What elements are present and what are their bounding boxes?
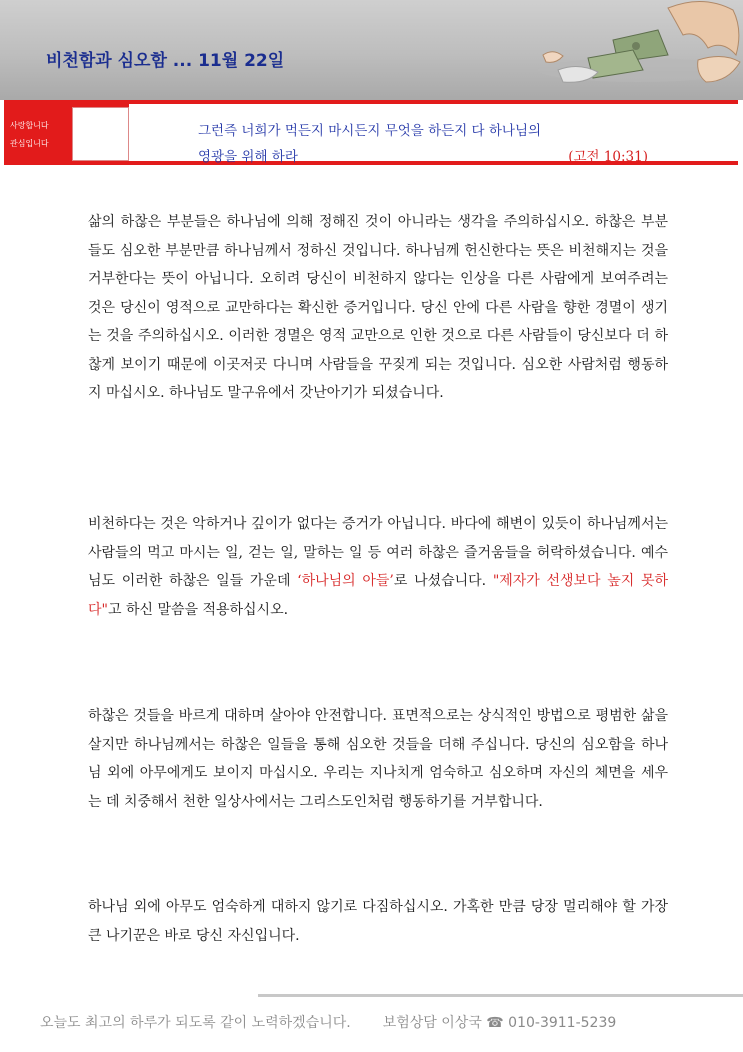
footer bbox=[40, 1012, 616, 1032]
badge-line-2: 관심입니다 bbox=[10, 139, 49, 148]
paragraph-2-text-b: 로 나셨습니다. bbox=[393, 573, 487, 589]
verse-line-1: 그런즉 너희가 먹든지 마시든지 무엇을 하든지 다 하나님의 bbox=[198, 123, 542, 139]
highlight-quote: "제자가 선생보다 높지 못하다" bbox=[88, 573, 669, 618]
paragraph-2 bbox=[88, 510, 668, 624]
footer-divider bbox=[258, 994, 743, 997]
broken-egg-money-illustration bbox=[518, 0, 743, 100]
paragraph-4: 하나님 외에 아무도 엄숙하게 대하지 않기로 다짐하십시오. 가혹한 만큼 당장 멀리해야 할 가장 큰 나기꾼은 바로 당신 자신입니다. bbox=[88, 899, 668, 944]
paragraph-3: 하찮은 것들을 바르게 대하며 살아야 안전합니다. 표면적으로는 상식적인 방법으로 평범한 삶을 살지만 하나님께서는 하찮은 일들을 통해 심오한 것들을 더해 주십니다. 당신의 심오함을 하나님 외에 아무에게도 보이지 마십시오. 우리는 지나치게 엄숙하고 심오하며 자신의 체면을 세우는 데 치중해서 천한 일상사에서는 그리스도인처럼 행동하기를 거부합니다. bbox=[88, 708, 668, 810]
page-title: 비천함과 심오함 ... 11월 22일 bbox=[46, 51, 285, 71]
paragraph-1: 삶의 하찮은 부분들은 하나님에 의해 정해진 것이 아니라는 생각을 주의하십시오. 하찮은 부분들도 심오한 부분만큼 하나님께서 정하신 것입니다. 하나님께 헌신한다는 뜻은 비천해지는 것을 거부한다는 뜻이 아닙니다. 오히려 당신이 비천하지 않다는 인상을 다른 사람에게 보여주려는 것은 당신이 영적으로 교만하다는 확신한 증거입니다. 당신 안에 다른 사람을 향한 경멸이 생기는 것을 주의하십시오. 이러한 경멸은 영적 교만으로 인한 것으로 다른 사람들이 당신보다 더 하찮게 보이기 때문에 이곳저곳 다니며 사람들을 꾸짖게 되는 것입니다. 심오한 사람처럼 행동하지 마십시오. 하나님도 말구유에서 갓난아기가 되셨습니다. bbox=[88, 214, 668, 401]
photo-placeholder bbox=[72, 107, 129, 161]
bible-verse bbox=[198, 118, 648, 170]
highlight-son-of-god: ‘하나님의 아들’ bbox=[297, 573, 394, 589]
verse-reference: (고전 10:31) bbox=[568, 149, 648, 165]
paragraph-2-text-a: 비천하다는 것은 악하거나 깊이가 없다는 증거가 아닙니다. 바다에 해변이 있듯이 하나님께서는 사람들의 먹고 마시는 일, 걷는 일, 말하는 일 등 여러 하찮은 즐거움들을 허락하셨습니다. 예수님도 이러한 하찮은 일들 가운데 bbox=[88, 516, 668, 589]
paragraph-2-text-c: 고 하신 말씀을 적용하십시오. bbox=[107, 601, 289, 618]
footer-contact: 보험상담 이상국 ☎ 010-3911-5239 bbox=[382, 1015, 617, 1031]
footer-slogan: 오늘도 최고의 하루가 되도록 같이 노력하겠습니다. bbox=[40, 1015, 351, 1031]
page-header bbox=[0, 0, 743, 100]
verse-line-2: 영광을 위해 하라 bbox=[198, 149, 298, 165]
badge-line-1: 사랑합니다 bbox=[10, 121, 49, 130]
